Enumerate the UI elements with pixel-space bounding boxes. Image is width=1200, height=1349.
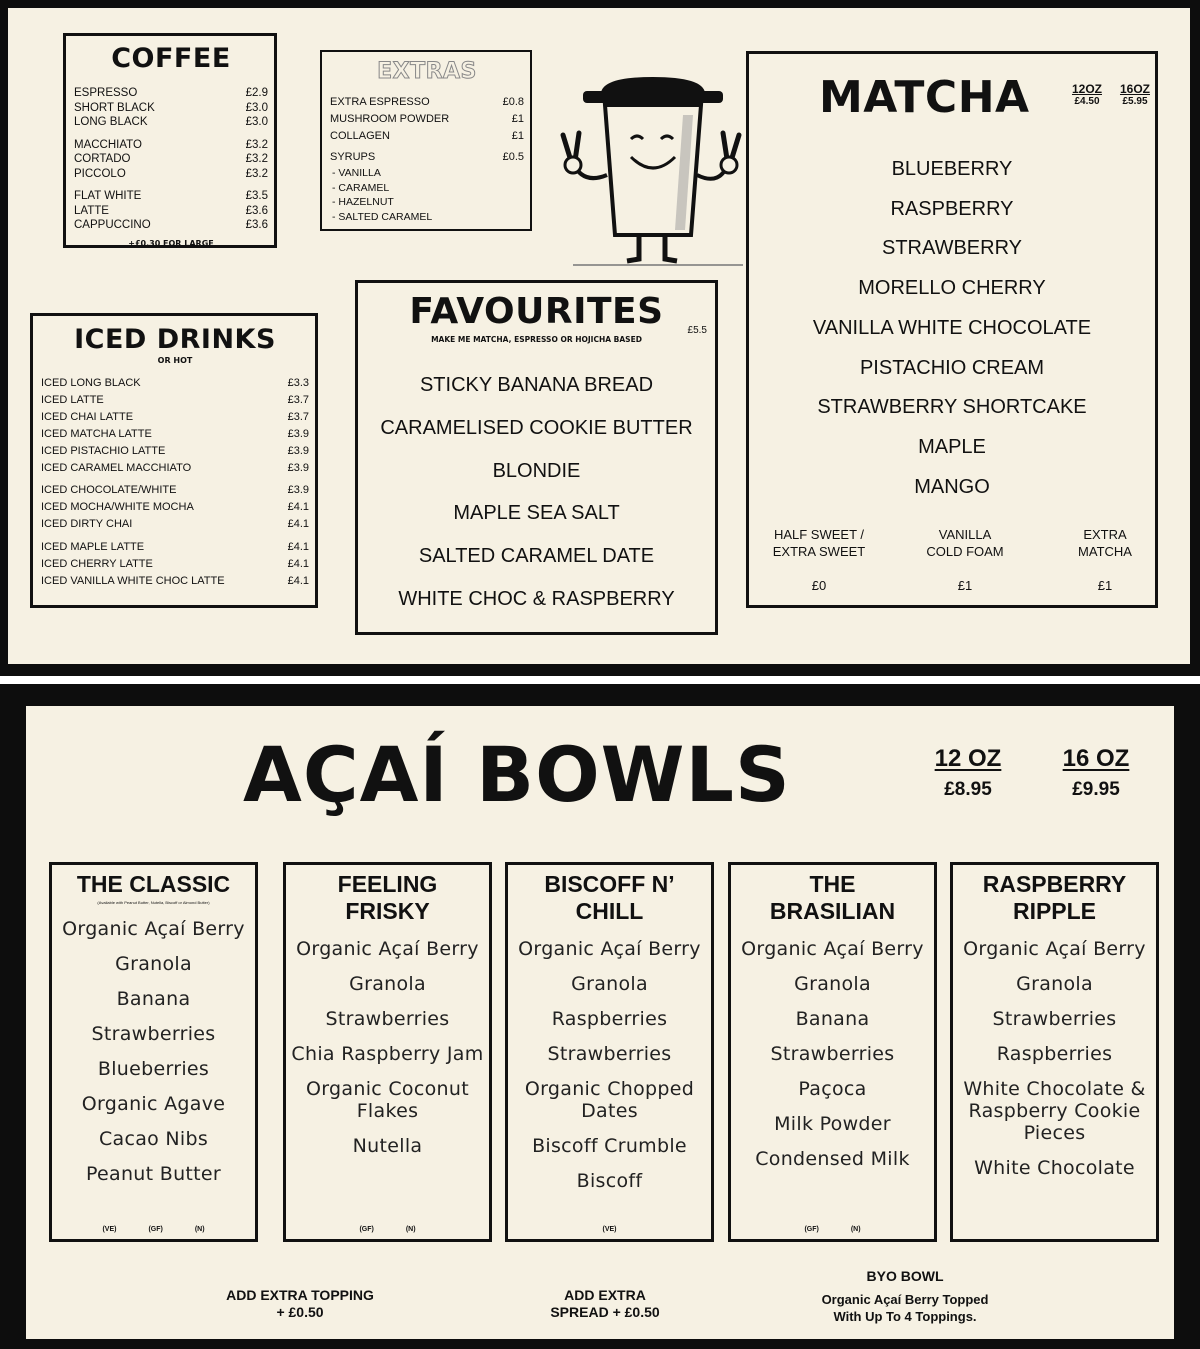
menu-row <box>330 111 524 128</box>
iced-drinks-menu <box>30 313 318 608</box>
bowl-ingredient: Organic Açaí Berry <box>518 938 701 960</box>
matcha-size-label: 12OZ <box>1071 82 1102 96</box>
bowl-title: RIPPLE <box>1012 898 1097 924</box>
bowl-ingredient: Granola <box>349 973 426 995</box>
bowl-ingredient: Nutella <box>352 1135 423 1157</box>
matcha-flavour: BLUEBERRY <box>891 158 1013 180</box>
bowl-ingredient: Blueberries <box>97 1058 210 1080</box>
coffee-list <box>74 86 268 233</box>
favourite-item: CARAMELISED COOKIE BUTTER <box>380 416 693 439</box>
item-name: ICED MATCHA LATTE <box>41 427 152 440</box>
favourite-item: SALTED CARAMEL DATE <box>418 545 655 568</box>
item-price: £3.7 <box>287 393 309 406</box>
bowl-note: (Available with Peanut Butter, Nutella, Biscoff or Almond Butter) <box>97 900 210 905</box>
footer-line: ADD EXTRA TOPPING <box>226 1287 374 1303</box>
item-name: ICED LATTE <box>41 393 104 406</box>
menu-row <box>41 539 309 556</box>
bowl-ingredient: Strawberries <box>992 1008 1117 1030</box>
bowl-title: THE CLASSIC <box>76 871 231 897</box>
acai-bowl-card <box>283 862 492 1242</box>
menu-row <box>41 426 309 443</box>
menu-row <box>41 443 309 460</box>
bowl-ingredient: Raspberries <box>551 1008 668 1030</box>
menu-row <box>74 152 268 167</box>
item-price: £4.1 <box>287 541 309 554</box>
item-name: COLLAGEN <box>330 130 390 142</box>
bowl-title: THE <box>809 871 856 897</box>
acai-bowl-card <box>728 862 937 1242</box>
iced-drinks-title: ICED DRINKS <box>74 324 276 355</box>
item-price: £3.6 <box>245 204 268 217</box>
bowl-ingredient: White Chocolate <box>974 1157 1135 1179</box>
bowl-ingredient: Condensed Milk <box>755 1148 910 1170</box>
syrups-price: £0.5 <box>502 151 524 163</box>
row-gap <box>74 181 268 189</box>
bowl-ingredient: Organic Coconut Flakes <box>306 1078 469 1122</box>
item-price: £1 <box>511 113 524 125</box>
favourites-subtitle: MAKE ME MATCHA, ESPRESSO OR HOJICHA BASED <box>431 335 642 344</box>
item-name: MACCHIATO <box>74 138 142 151</box>
acai-size-12oz <box>918 745 1018 801</box>
menu-row <box>74 86 268 101</box>
bowl-ingredient: Organic Açaí Berry <box>62 918 245 940</box>
menu-row <box>330 94 524 111</box>
bowl-title: CHILL <box>575 898 644 924</box>
bowl-ingredient: Strawberries <box>325 1008 450 1030</box>
bowl-ingredient: Strawberries <box>547 1043 672 1065</box>
item-name: ICED DIRTY CHAI <box>41 518 133 531</box>
item-name: LONG BLACK <box>74 116 148 128</box>
matcha-flavour: STRAWBERRY SHORTCAKE <box>817 396 1087 419</box>
syrup-item: - HAZELNUT <box>332 196 394 208</box>
footer-line: With Up To 4 Toppings. <box>833 1309 977 1324</box>
matcha-flavour: MANGO <box>914 475 990 498</box>
item-price: £3.3 <box>287 377 309 389</box>
bowl-ingredient: Strawberries <box>770 1043 895 1065</box>
matcha-flavour: PISTACHIO CREAM <box>859 356 1045 379</box>
item-name: ICED PISTACHIO LATTE <box>41 444 166 457</box>
item-name: ICED CHERRY LATTE <box>41 558 153 571</box>
favourites-list <box>366 364 707 621</box>
favourite-item: STICKY BANANA BREAD <box>419 374 654 396</box>
bowl-ingredient: Organic Açaí Berry <box>741 938 924 960</box>
menu-row <box>74 204 268 219</box>
row-gap <box>74 130 268 138</box>
acai-size-price: £9.95 <box>1072 779 1120 800</box>
dietary-badges <box>52 1226 255 1233</box>
favourite-item: MAPLE SEA SALT <box>453 502 620 525</box>
item-name: EXTRA ESPRESSO <box>330 96 430 108</box>
item-name: FLAT WHITE <box>74 190 142 202</box>
syrup-item: - VANILLA <box>332 167 381 179</box>
matcha-flavour-list <box>749 150 1155 507</box>
item-name: ESPRESSO <box>74 87 138 99</box>
syrup-list <box>330 166 524 224</box>
item-price: £3.0 <box>245 101 268 114</box>
acai-bowl-card <box>505 862 714 1242</box>
bowl-ingredient: Granola <box>794 973 871 995</box>
item-name: LATTE <box>74 204 109 217</box>
acai-size-label: 12 OZ <box>934 745 1002 772</box>
bowl-ingredient: Strawberries <box>91 1023 216 1045</box>
item-name: CAPPUCCINO <box>74 219 151 231</box>
dietary-badge: (GF) <box>804 1226 819 1233</box>
menu-row <box>41 482 309 499</box>
footer-line: + £0.50 <box>276 1304 324 1320</box>
favourite-item: BLONDIE <box>492 459 581 482</box>
bowl-title: RASPBERRY <box>982 871 1127 897</box>
matcha-size-label: 16OZ <box>1119 82 1150 96</box>
coffee-title: COFFEE <box>111 43 231 74</box>
matcha-menu <box>746 51 1158 608</box>
item-name: ICED CARAMEL MACCHIATO <box>41 461 192 474</box>
item-price: £3.9 <box>287 484 309 497</box>
matcha-size-12oz <box>1065 82 1109 107</box>
item-price: £3.2 <box>245 153 268 165</box>
dietary-badges <box>286 1226 489 1233</box>
item-price: £1 <box>511 130 524 142</box>
menu-row <box>74 115 268 130</box>
item-price: £3.2 <box>245 138 268 151</box>
dietary-badge: (N) <box>194 1226 205 1233</box>
bowl-title: BRASILIAN <box>769 898 896 924</box>
favourites-title: FAVOURITES <box>409 291 664 332</box>
favourites-price: £5.5 <box>687 325 707 336</box>
favourite-item: WHITE CHOC & RASPBERRY <box>398 587 675 610</box>
dietary-badge: (VE) <box>602 1226 617 1233</box>
matcha-flavour: STRAWBERRY <box>881 237 1023 260</box>
item-name: MUSHROOM POWDER <box>330 113 450 125</box>
menu-row <box>41 573 309 590</box>
addon-price: £1 <box>957 578 973 593</box>
coffee-large-note: +£0.30 FOR LARGE <box>128 238 214 248</box>
matcha-title: MATCHA <box>819 72 1030 123</box>
syrups-row <box>330 149 524 166</box>
item-name: SHORT BLACK <box>74 101 155 114</box>
footer-line: Organic Açaí Berry Topped <box>821 1292 989 1307</box>
favourites-menu <box>355 280 718 635</box>
matcha-addon-sweetness <box>759 526 879 594</box>
item-price: £3.9 <box>287 427 309 440</box>
acai-bowl-card <box>49 862 258 1242</box>
menu-row <box>74 101 268 116</box>
extras-list <box>330 94 524 145</box>
dietary-badges <box>508 1226 711 1233</box>
bowl-ingredient: Cacao Nibs <box>98 1128 209 1150</box>
bowl-ingredient: Organic Chopped Dates <box>524 1078 695 1122</box>
item-price: £3.9 <box>287 461 309 474</box>
bowl-ingredient: Granola <box>115 953 192 975</box>
item-name: ICED LONG BLACK <box>41 377 141 389</box>
matcha-size-16oz <box>1113 82 1157 107</box>
item-name: ICED MOCHA/WHITE MOCHA <box>41 501 194 514</box>
menu-row <box>41 499 309 516</box>
bowl-ingredient: Organic Açaí Berry <box>963 938 1146 960</box>
iced-drinks-subtitle: OR HOT <box>157 356 193 365</box>
addon-price: £1 <box>1097 578 1113 593</box>
item-price: £3.5 <box>245 190 268 202</box>
bowl-ingredient: Peanut Butter <box>85 1163 222 1185</box>
footer-line: ADD EXTRA <box>564 1287 646 1303</box>
item-price: £3.7 <box>287 410 309 423</box>
item-name: CORTADO <box>74 153 131 165</box>
bowl-title: FRISKY <box>345 898 430 924</box>
bowl-ingredient: Banana <box>795 1008 870 1030</box>
item-price: £2.9 <box>245 87 268 99</box>
bowl-title: BISCOFF N’ <box>544 871 675 897</box>
bowl-ingredient: Chia Raspberry Jam <box>291 1043 484 1065</box>
item-name: PICCOLO <box>74 167 126 180</box>
item-price: £4.1 <box>287 501 309 514</box>
footer-line: SPREAD + £0.50 <box>550 1304 660 1320</box>
matcha-addon-cold-foam <box>905 526 1025 594</box>
menu-row <box>41 516 309 533</box>
item-price: £3.9 <box>287 444 309 457</box>
item-name: ICED MAPLE LATTE <box>41 541 145 554</box>
dietary-badges <box>731 1226 934 1233</box>
bowl-ingredient: Granola <box>1016 973 1093 995</box>
extras-menu <box>320 50 532 231</box>
menu-row <box>74 218 268 233</box>
addon-line: MATCHA <box>1078 544 1132 559</box>
acai-bowl-card <box>950 862 1159 1242</box>
bowl-ingredient: Milk Powder <box>774 1113 891 1135</box>
syrup-item: - CARAMEL <box>332 181 390 194</box>
iced-drinks-list <box>41 375 309 590</box>
matcha-flavour: VANILLA WHITE CHOCOLATE <box>812 316 1092 339</box>
acai-size-price: £8.95 <box>944 779 992 800</box>
acai-bowls-title: AÇAÍ BOWLS <box>243 730 791 819</box>
dietary-badge: (N) <box>850 1226 861 1233</box>
bowl-ingredient: Biscoff Crumble <box>532 1135 687 1157</box>
extras-title: EXTRAS <box>377 59 477 84</box>
addon-line: VANILLA <box>938 527 992 542</box>
menu-row <box>74 189 268 204</box>
coffee-cup-mascot-illustration <box>553 75 748 270</box>
bowl-ingredient: Organic Agave <box>81 1093 226 1115</box>
item-price: £0.8 <box>502 96 524 108</box>
syrup-item: - SALTED CARAMEL <box>332 210 433 223</box>
dietary-badge: (VE) <box>102 1226 117 1233</box>
addon-line: EXTRA SWEET <box>772 544 866 559</box>
menu-row <box>41 409 309 426</box>
dietary-badge: (N) <box>405 1226 416 1233</box>
syrups-label: SYRUPS <box>330 151 376 163</box>
bowl-ingredient: Banana <box>116 988 191 1010</box>
item-price: £4.1 <box>287 558 309 571</box>
bowl-ingredient: Biscoff <box>576 1170 643 1192</box>
bowl-ingredient: Granola <box>571 973 648 995</box>
item-price: £3.2 <box>245 167 268 180</box>
bowl-ingredient: Raspberries <box>996 1043 1113 1065</box>
dietary-badge: (GF) <box>148 1226 163 1233</box>
matcha-flavour: MAPLE <box>918 435 986 458</box>
matcha-size-price: £4.50 <box>1074 96 1100 107</box>
item-price: £4.1 <box>287 518 309 531</box>
bowl-ingredient: Organic Açaí Berry <box>296 938 479 960</box>
item-price: £4.1 <box>287 574 309 587</box>
byo-bowl-title: BYO BOWL <box>866 1268 944 1284</box>
menu-row <box>41 460 309 477</box>
addon-line: COLD FOAM <box>926 544 1004 559</box>
dietary-badge: (GF) <box>359 1226 374 1233</box>
matcha-addon-extra-matcha <box>1045 526 1165 594</box>
addon-line: HALF SWEET / <box>773 527 865 542</box>
item-price: £3.0 <box>245 116 268 128</box>
menu-row <box>41 556 309 573</box>
bowl-ingredient: White Chocolate & Raspberry Cookie Pieces <box>963 1078 1146 1144</box>
acai-size-label: 16 OZ <box>1062 745 1130 772</box>
matcha-flavour: MORELLO CHERRY <box>858 277 1046 300</box>
bowl-ingredient: Paçoca <box>798 1078 867 1100</box>
item-name: ICED VANILLA WHITE CHOC LATTE <box>41 574 225 587</box>
addon-price: £0 <box>811 578 827 593</box>
extra-spread-note <box>505 1287 705 1321</box>
menu-row <box>330 128 524 145</box>
byo-bowl-note <box>780 1268 1030 1325</box>
menu-row <box>41 392 309 409</box>
item-name: ICED CHOCOLATE/WHITE <box>41 484 177 497</box>
bowl-title: FEELING <box>337 871 438 897</box>
extra-topping-note <box>200 1287 400 1321</box>
menu-row <box>74 167 268 182</box>
menu-row <box>74 138 268 153</box>
addon-line: EXTRA <box>1083 527 1127 542</box>
coffee-menu <box>63 33 277 248</box>
matcha-size-price: £5.95 <box>1122 96 1148 107</box>
acai-size-16oz <box>1046 745 1146 801</box>
item-price: £3.6 <box>245 219 268 231</box>
matcha-flavour: RASPBERRY <box>890 197 1014 220</box>
menu-row <box>41 375 309 392</box>
item-name: ICED CHAI LATTE <box>41 410 134 423</box>
